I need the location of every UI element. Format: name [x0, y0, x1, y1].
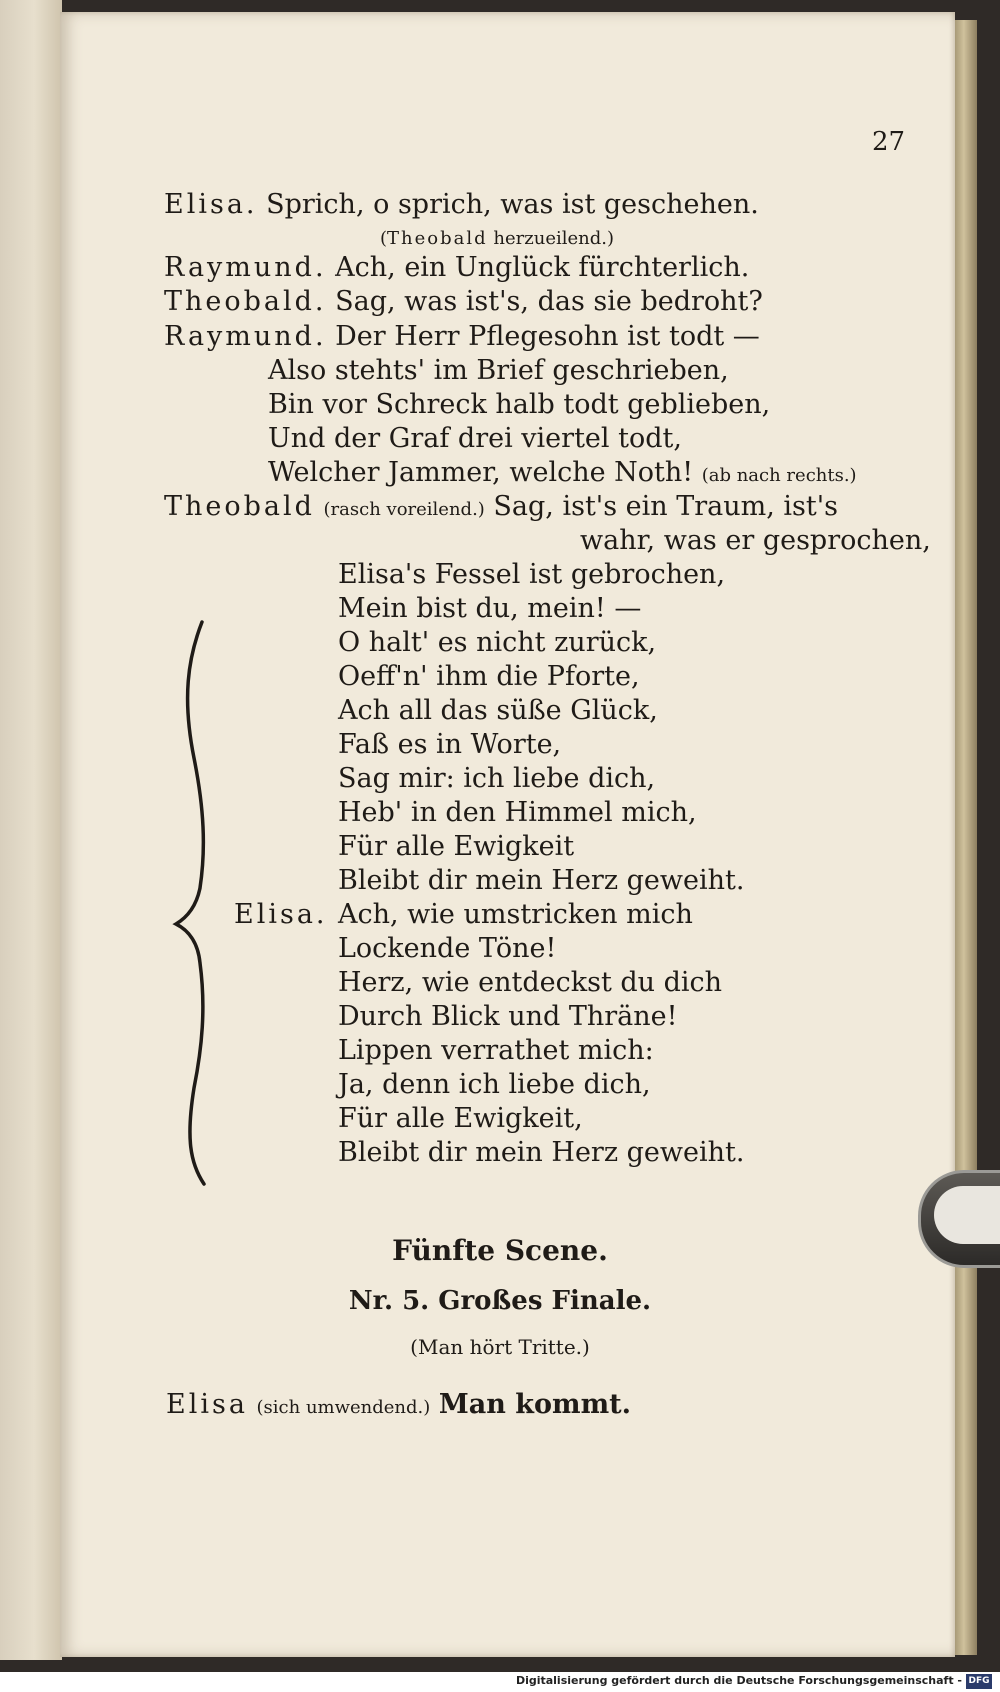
- text-line: Bleibt dir mein Herz geweiht.: [338, 1137, 745, 1168]
- text-line: Bleibt dir mein Herz geweiht.: [338, 865, 745, 896]
- stage-direction: (ab nach rechts.): [701, 465, 857, 486]
- text-line: O halt' es nicht zurück,: [338, 627, 657, 658]
- line-text: Welcher Jammer, welche Noth!: [268, 457, 694, 488]
- text-line: Bin vor Schreck halb todt geblieben,: [268, 389, 771, 420]
- speaker-name: Raymund.: [164, 321, 327, 352]
- curly-brace-icon: [168, 618, 228, 1188]
- text-line: Mein bist du, mein! —: [338, 593, 642, 624]
- text-line: Für alle Ewigkeit: [338, 831, 575, 862]
- line-text: Man kommt.: [438, 1389, 632, 1420]
- number-title: Nr. 5. Großes Finale.: [348, 1286, 652, 1316]
- direction-name: Theobald: [387, 228, 488, 249]
- dfg-logo: DFG: [966, 1674, 992, 1689]
- text-line: wahr, was er gesprochen,: [580, 525, 931, 556]
- stage-direction: (Theobald herzueilend.): [380, 228, 615, 249]
- stage-direction: (Man hört Tritte.): [410, 1335, 590, 1359]
- stage-direction: (rasch voreilend.): [323, 499, 485, 520]
- text-line: Oeff'n' ihm die Pforte,: [338, 661, 640, 692]
- facing-page-edge: [0, 0, 62, 1660]
- text-line: Lockende Töne!: [338, 933, 557, 964]
- line-text: Der Herr Pflegesohn ist todt —: [335, 321, 760, 352]
- speaker-name: Theobald: [164, 491, 315, 522]
- text-line: Ach, wie umstricken mich: [338, 899, 693, 930]
- text-line: Heb' in den Himmel mich,: [338, 797, 697, 828]
- text-line: Durch Blick und Thräne!: [338, 1001, 678, 1032]
- line-text: Ach, ein Unglück fürchterlich.: [335, 252, 750, 283]
- text-line: [268, 456, 857, 490]
- text-line: Sag mir: ich liebe dich,: [338, 763, 656, 794]
- page-block-edge: [955, 20, 977, 1655]
- text-line: [164, 285, 763, 319]
- text-line: [164, 251, 749, 285]
- final-line: [166, 1388, 631, 1422]
- text-line: Ach all das süße Glück,: [338, 695, 658, 726]
- text-line: Elisa's Fessel ist gebrochen,: [338, 559, 726, 590]
- scene-title: Fünfte Scene.: [392, 1234, 608, 1267]
- direction-text: herzueilend.: [493, 228, 607, 249]
- text-line: [164, 320, 760, 354]
- line-text: Sag, ist's ein Traum, ist's: [493, 491, 839, 522]
- text-line: Also stehts' im Brief geschrieben,: [268, 355, 729, 386]
- text-line: Herz, wie entdeckst du dich: [338, 967, 723, 998]
- funding-notice: Digitalisierung gefördert durch die Deutsche Forschungsgemeinschaft -: [515, 1674, 962, 1687]
- speaker-name: Elisa.: [234, 899, 328, 930]
- page-number: 27: [872, 127, 906, 157]
- speaker-name: Raymund.: [164, 252, 327, 283]
- text-line: [164, 490, 838, 524]
- line-text: Sprich, o sprich, was ist geschehen.: [266, 189, 759, 220]
- speaker-name: Elisa: [166, 1389, 248, 1420]
- text-line: Und der Graf drei viertel todt,: [268, 423, 682, 454]
- speaker-name: Elisa.: [164, 189, 258, 220]
- text-line: Lippen verrathet mich:: [338, 1035, 654, 1066]
- text-line: Ja, denn ich liebe dich,: [338, 1069, 651, 1100]
- speaker-name: Theobald.: [164, 286, 327, 317]
- text-line: Faß es in Worte,: [338, 729, 562, 760]
- line-text: Sag, was ist's, das sie bedroht?: [335, 286, 763, 317]
- stage-direction: (sich umwendend.): [256, 1397, 431, 1418]
- text-line: [164, 188, 759, 222]
- text-line: Für alle Ewigkeit,: [338, 1103, 583, 1134]
